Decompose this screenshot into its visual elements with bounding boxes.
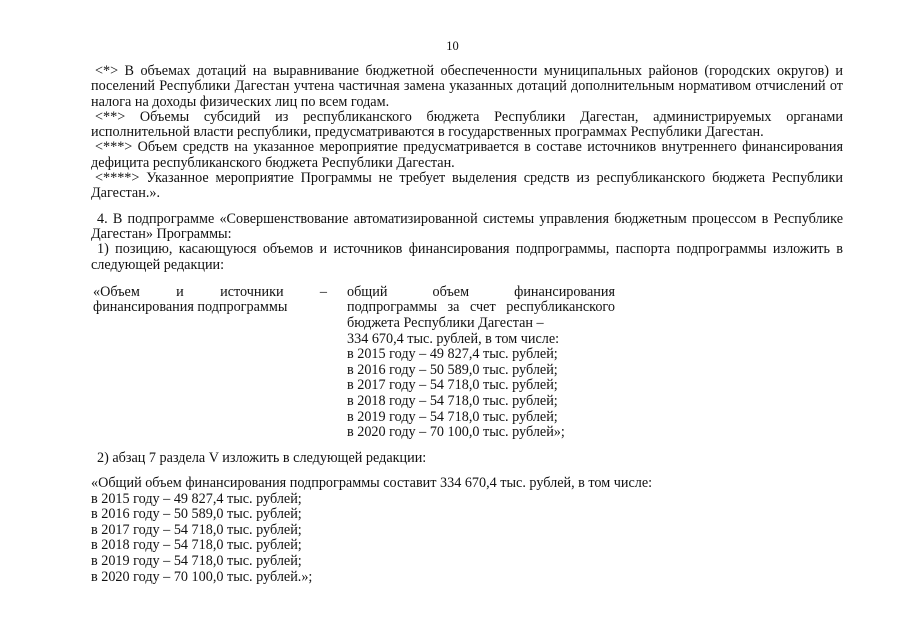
section-v-paragraph [91,476,843,585]
passport-year-line: в 2017 году – 54 718,0 тыс. рублей; [347,377,558,394]
footnote-3: <***> Объем средств на указанное мероприятие предусматривается в составе источников внутреннего финансирования дефицита республиканского бюджета Республики Дагестан. [91,139,843,171]
section-v-intro: «Общий объем финансирования подпрограммы составит 334 670,4 тыс. рублей, в том числе: [91,475,653,492]
passport-value [347,285,615,441]
passport-year-line: в 2018 году – 54 718,0 тыс. рублей; [347,393,558,410]
passport-label: «Объем и источники – финансирования подпрограммы [93,283,327,316]
passport-value-intro: общий объем финансирования подпрограммы за счет республиканского бюджета Республики Дагестан – [347,283,615,332]
passport-year-line: в 2015 году – 49 827,4 тыс. рублей; [347,346,558,363]
section-v-year-line: в 2016 году – 50 589,0 тыс. рублей; [91,506,302,523]
footnote-4: <****> Указанное мероприятие Программы не требует выделения средств из республиканского бюджета Республики Дагестан.». [91,170,843,202]
passport-total: 334 670,4 тыс. рублей, в том числе: [347,330,560,347]
footnote-1: <*> В объемах дотаций на выравнивание бюджетной обеспеченности муниципальных районов (городских округов) и поселений Республики Дагестан учтена частичная замена указанных дотаций дополнительным нормативом отчислений от налога на доходы физических лиц по всем годам. [91,63,843,110]
passport-year-line: в 2020 году – 70 100,0 тыс. рублей»; [347,424,565,441]
passport-funding-row [93,285,843,441]
item-4-2: 2) абзац 7 раздела V изложить в следующей редакции: [97,449,427,466]
section-v-year-line: в 2017 году – 54 718,0 тыс. рублей; [91,521,302,538]
section-v-year-line: в 2020 году – 70 100,0 тыс. рублей.»; [91,568,313,585]
item-4-1: 1) позицию, касающуюся объемов и источников финансирования подпрограммы, паспорта подпрограммы изложить в следующей редакции: [91,241,843,273]
page-number: 10 [446,39,459,53]
section-v-year-line: в 2018 году – 54 718,0 тыс. рублей; [91,537,302,554]
document-body [91,64,843,585]
passport-year-line: в 2016 году – 50 589,0 тыс. рублей; [347,361,558,378]
passport-year-line: в 2019 году – 54 718,0 тыс. рублей; [347,408,558,425]
section-v-year-line: в 2019 году – 54 718,0 тыс. рублей; [91,553,302,570]
item-4-heading: 4. В подпрограмме «Совершенствование автоматизированной системы управления бюджетным процессом в Республике Дагестан» Программы: [91,210,843,242]
section-v-year-line: в 2015 году – 49 827,4 тыс. рублей; [91,490,302,507]
footnote-2: <**> Объемы субсидий из республиканского бюджета Республики Дагестан, администрируемых органами исполнительной власти республики, предусматриваются в государственных программах Республики Дагестан. [91,108,843,141]
